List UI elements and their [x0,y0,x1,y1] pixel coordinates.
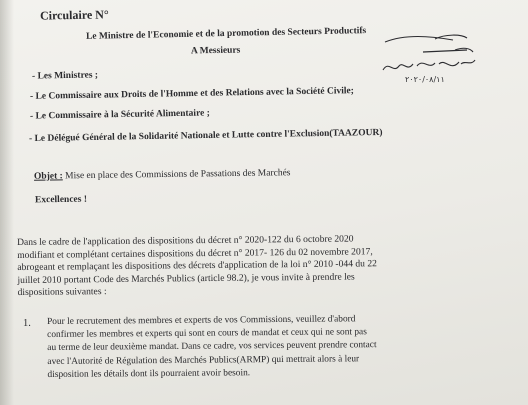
recipient-item: - Le Délégué Général de la Solidarité Nationale et Lutte contre l'Exclusion(TAAZOUR) [28,127,383,145]
item-line: au terme de leur deuxième mandat. Dans ce cadre, vos services peuvent prendre contact [47,340,377,354]
greeting: Excellences ! [34,194,88,206]
circular-title: Circulaire N° [39,7,109,23]
numbered-item [47,312,468,382]
subject-text: Mise en place des Commissions de Passations des Marchés [65,168,291,182]
item-line: disposition les détails dont ils pourraient avoir besoin. [47,368,251,380]
paragraph-line: abrogeant et remplaçant les dispositions des décrets d'application de la loi n° 2010 -044 du 22 [17,258,378,274]
item-line: confirmer les membres et experts qui sont en cours de mandat et ceux qui ne sont pas [47,327,367,341]
handwritten-date: ٢٠٢٠/٠٨/١١ [405,75,445,84]
addressee-line: A Messieurs [190,45,241,57]
paragraph-line: dispositions suivantes : [17,286,107,299]
paragraph-line: modifiant et complétant certaines dispositions du décret n° 2017- 126 du 02 novembre 2017, [17,245,373,261]
handwritten-annotation [375,30,480,85]
paragraph-line: juillet 2010 portant Code des Marchés Publics (article 98.2), je vous invite à prendre les [17,271,355,286]
subject-label: Objet : [33,171,63,182]
subject-line [34,167,291,183]
item-line: avec l'Autorité de Régulation des Marchés Publics(ARMP) qui mettrait alors à leur [47,353,360,367]
recipient-item: - Les Ministres ; [31,70,99,82]
paragraph-line: Dans le cadre de l'application des dispositions du décret n° 2020-122 du 6 octobre 2020 [17,233,354,248]
item-number: 1. [23,318,31,329]
minister-header: Le Ministre de l'Economie et de la promotion des Secteurs Productifs [85,26,367,42]
recipient-item: - Le Commissaire aux Droits de l'Homme et des Relations avec la Société Civile; [29,86,354,102]
intro-paragraph [17,232,448,299]
item-line: Pour le recrutement des membres et experts de vos Commissions, veuillez d'abord [47,314,356,327]
recipient-item: - Le Commissaire à la Sécurité Alimentaire ; [29,108,210,122]
